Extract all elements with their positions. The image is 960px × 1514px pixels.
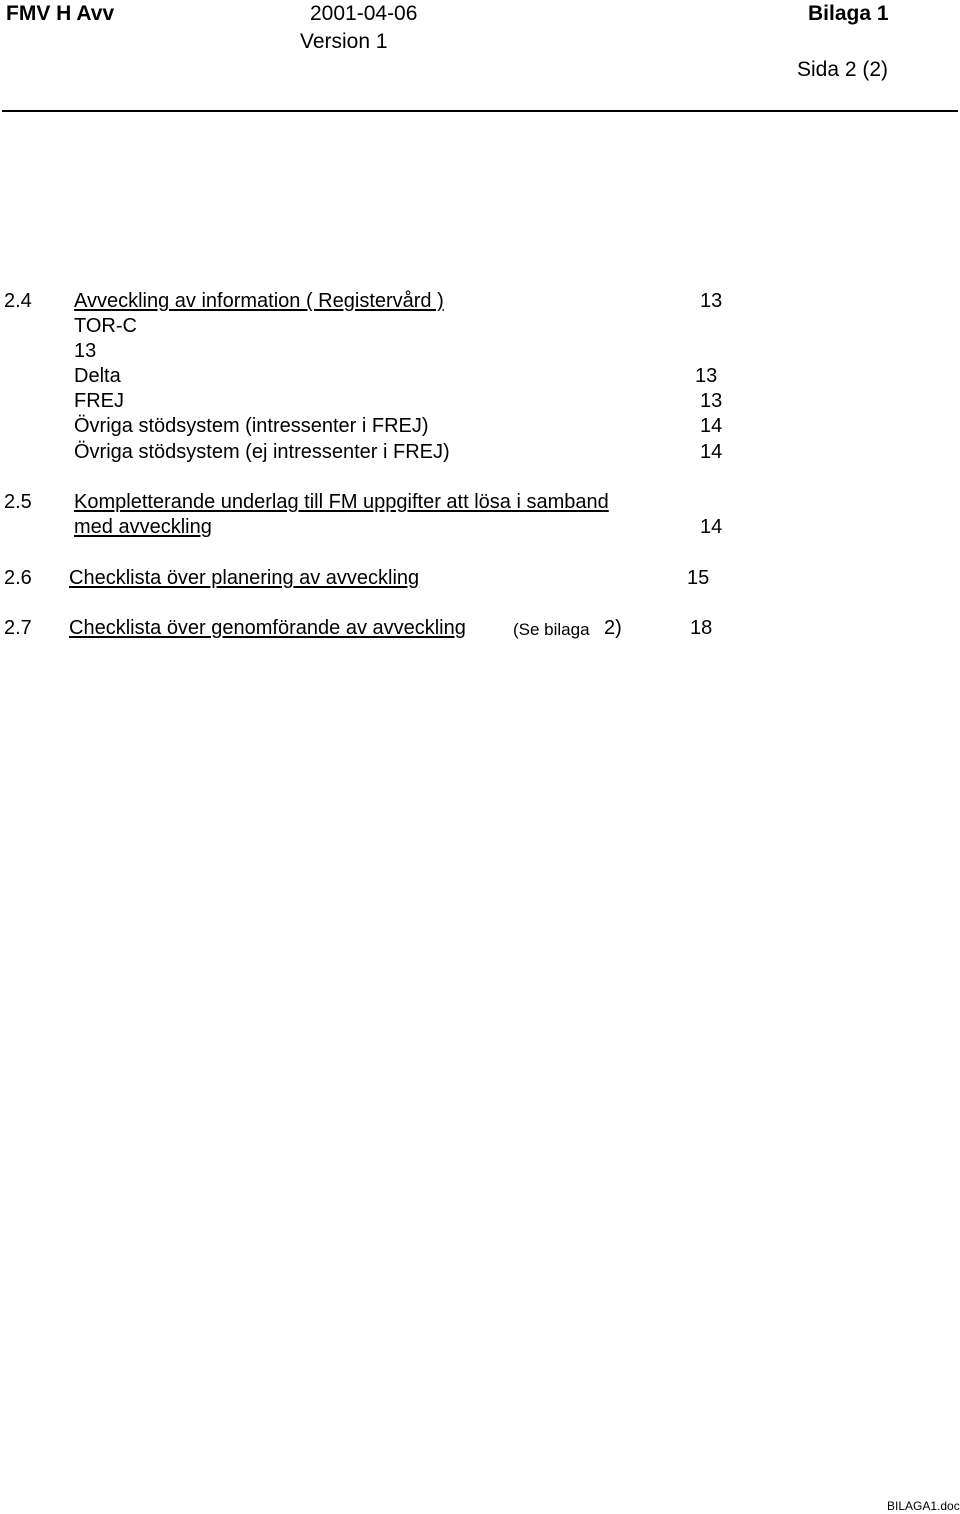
toc-2-7-note: (Se bilaga bbox=[513, 620, 590, 639]
toc-2-4-title[interactable]: Avveckling av information ( Registervård ) bbox=[74, 290, 444, 312]
toc-ovriga-intressenter-title: Övriga stödsystem (intressenter i FREJ) bbox=[74, 415, 429, 437]
toc-frej-page: 13 bbox=[700, 390, 723, 412]
header-org: FMV H Avv bbox=[6, 2, 115, 25]
toc-ovriga-intressenter-page: 14 bbox=[700, 415, 723, 437]
toc-ovriga-ej-intressenter-page: 14 bbox=[700, 441, 723, 463]
toc-2-6-number: 2.6 bbox=[4, 567, 32, 589]
toc-2-4-page: 13 bbox=[700, 290, 723, 312]
toc-ovriga-ej-intressenter-title: Övriga stödsystem (ej intressenter i FREJ) bbox=[74, 441, 450, 463]
toc-2-7-note-number: 2) bbox=[604, 617, 622, 639]
toc-2-7-title[interactable]: Checklista över genomförande av avveckling bbox=[69, 617, 466, 639]
header-attachment: Bilaga 1 bbox=[808, 2, 889, 25]
toc-torc-title: TOR-C bbox=[74, 315, 137, 337]
toc-2-5-title-line2[interactable]: med avveckling bbox=[74, 516, 212, 538]
header-version: Version 1 bbox=[300, 30, 388, 53]
toc-frej-title: FREJ bbox=[74, 390, 124, 412]
toc-2-7-number: 2.7 bbox=[4, 617, 32, 639]
header-date: 2001-04-06 bbox=[310, 2, 418, 25]
toc-2-5-page: 14 bbox=[700, 516, 723, 538]
toc-delta-title: Delta bbox=[74, 365, 121, 387]
toc-2-5-title-line1[interactable]: Kompletterande underlag till FM uppgifter att lösa i samband bbox=[74, 491, 609, 513]
toc-2-6-page: 15 bbox=[687, 567, 710, 589]
header-page-number: Sida 2 (2) bbox=[797, 58, 889, 81]
header-divider bbox=[2, 110, 958, 112]
toc-2-7-page: 18 bbox=[690, 617, 713, 639]
toc-torc-page: 13 bbox=[74, 340, 97, 362]
toc-2-5-number: 2.5 bbox=[4, 491, 32, 513]
toc-2-6-title[interactable]: Checklista över planering av avveckling bbox=[69, 567, 420, 589]
toc-delta-page: 13 bbox=[695, 365, 718, 387]
toc-2-4-number: 2.4 bbox=[4, 290, 32, 312]
footer-filename: BILAGA1.doc bbox=[887, 1499, 960, 1513]
